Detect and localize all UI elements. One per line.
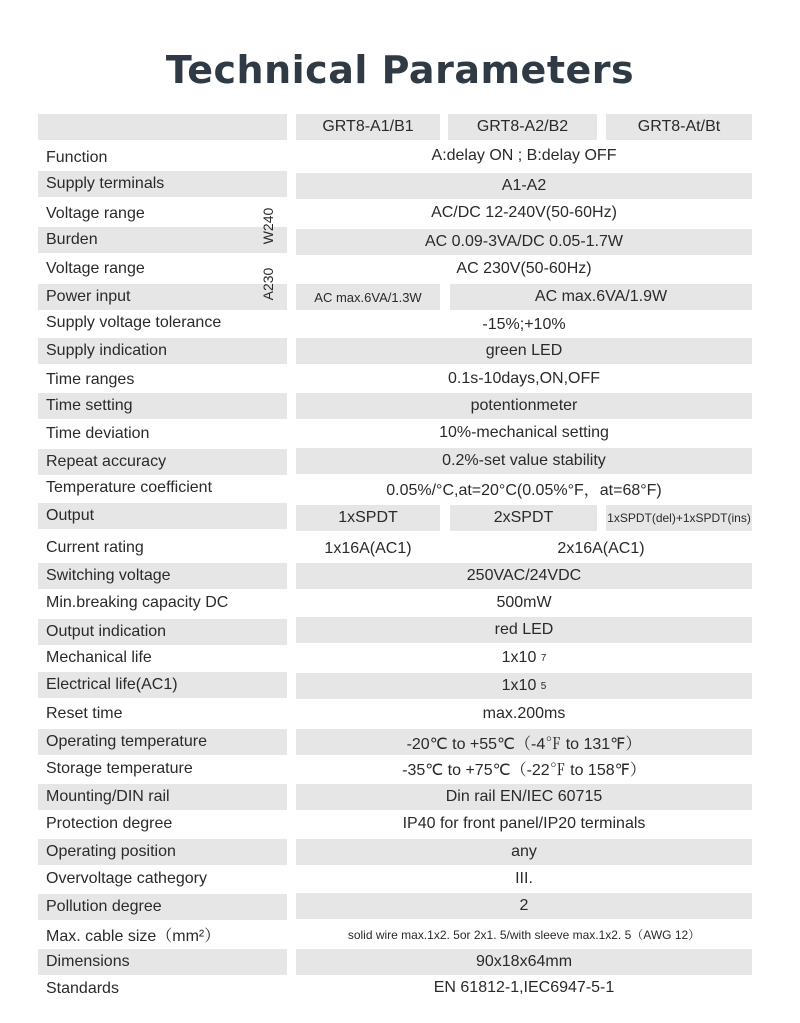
label-temp-coefficient: Temperature coefficient — [46, 479, 213, 496]
side-label-w240: W240 — [260, 207, 276, 245]
value-supply-indication: green LED — [296, 338, 752, 364]
label-operating-position: Operating position — [38, 839, 287, 865]
value-output-a1b1: 1xSPDT — [296, 505, 440, 531]
value-dimensions: 90x18x64mm — [296, 949, 752, 975]
value-current-rating-other: 2x16A(AC1) — [557, 540, 645, 557]
value-min-breaking: 500mW — [496, 594, 552, 611]
value-repeat-accuracy: 0.2%-set value stability — [296, 448, 752, 474]
value-current-rating-a1b1: 1x16A(AC1) — [324, 540, 412, 557]
value-supply-terminals: A1-A2 — [296, 173, 752, 199]
label-operating-temp: Operating temperature — [38, 729, 287, 755]
page-title: Technical Parameters — [165, 48, 635, 92]
value-time-deviation: 10%-mechanical setting — [439, 424, 609, 441]
label-time-ranges: Time ranges — [46, 371, 135, 388]
value-mechanical-life — [296, 645, 752, 671]
label-switching-voltage: Switching voltage — [38, 563, 287, 589]
value-voltage-range-a230: AC 230V(50-60Hz) — [456, 260, 592, 277]
column-header-atbt: GRT8-At/Bt — [606, 114, 752, 140]
value-time-setting: potentionmeter — [296, 393, 752, 419]
value-protection: IP40 for front panel/IP20 terminals — [402, 815, 646, 832]
value-switching-voltage: 250VAC/24VDC — [296, 563, 752, 589]
value-output-atbt: 1xSPDT(del)+1xSPDT(ins) — [606, 505, 752, 531]
header-blank — [38, 114, 287, 140]
value-cable-size: solid wire max.1x2. 5or 2x1. 5/with sleeve max.1x2. 5（AWG 12） — [347, 927, 701, 942]
label-voltage-range-w240: Voltage range — [46, 205, 145, 222]
label-output-indication: Output indication — [38, 619, 287, 645]
column-header-a2b2: GRT8-A2/B2 — [448, 114, 597, 140]
label-power-input: Power input — [38, 284, 287, 310]
label-voltage-range-a230: Voltage range — [46, 260, 145, 277]
value-time-ranges: 0.1s-10days,ON,OFF — [447, 370, 601, 387]
value-voltage-range-w240: AC/DC 12-240V(50-60Hz) — [431, 204, 617, 221]
label-time-deviation: Time deviation — [46, 425, 150, 442]
value-temp-coefficient: 0.05%/°C,at=20°C(0.05%°F，at=68°F) — [386, 481, 662, 499]
label-time-setting: Time setting — [38, 393, 287, 419]
value-power-input-a1b1: AC max.6VA/1.3W — [296, 284, 440, 310]
label-function: Function — [46, 149, 108, 166]
label-cable-size: Max. cable size（mm²） — [46, 927, 221, 945]
value-standards: EN 61812-1,IEC6947-5-1 — [433, 979, 615, 996]
label-repeat-accuracy: Repeat accuracy — [38, 449, 287, 475]
value-supply-tolerance: -15%;+10% — [482, 316, 566, 333]
value-reset-time: max.200ms — [482, 705, 566, 722]
value-operating-temp: -20℃ to +55℃（-4℉ to 131℉） — [296, 729, 752, 755]
value-function: A:delay ON ; B:delay OFF — [431, 147, 617, 164]
label-storage-temp: Storage temperature — [46, 760, 193, 777]
label-protection: Protection degree — [46, 815, 173, 832]
label-supply-terminals: Supply terminals — [38, 171, 287, 197]
value-burden: AC 0.09-3VA/DC 0.05-1.7W — [296, 229, 752, 255]
label-dimensions: Dimensions — [38, 949, 287, 975]
value-mounting: Din rail EN/IEC 60715 — [296, 784, 752, 810]
value-storage-temp: -35℃ to +75℃（-22℉ to 158℉） — [402, 761, 646, 779]
value-electrical-life-base: 1x10 — [501, 677, 537, 694]
value-mechanical-life-exp: 7 — [540, 652, 547, 664]
label-electrical-life: Electrical life(AC1) — [38, 672, 287, 698]
label-supply-tolerance: Supply voltage tolerance — [46, 314, 222, 331]
label-current-rating: Current rating — [46, 539, 144, 556]
column-header-a1b1: GRT8-A1/B1 — [296, 114, 440, 140]
value-operating-position: any — [296, 839, 752, 865]
label-overvoltage: Overvoltage cathegory — [46, 870, 207, 887]
label-standards: Standards — [46, 980, 119, 997]
value-output-a2b2: 2xSPDT — [450, 505, 597, 531]
value-electrical-life-exp: 5 — [540, 680, 547, 692]
label-mechanical-life: Mechanical life — [46, 649, 152, 666]
label-output: Output — [38, 503, 287, 529]
value-overvoltage: III. — [515, 870, 533, 887]
label-pollution: Pollution degree — [38, 894, 287, 920]
side-label-a230: A230 — [260, 267, 276, 301]
label-reset-time: Reset time — [46, 705, 123, 722]
value-electrical-life — [296, 673, 752, 699]
label-supply-indication: Supply indication — [38, 338, 287, 364]
value-pollution: 2 — [296, 893, 752, 919]
label-mounting: Mounting/DIN rail — [38, 784, 287, 810]
label-min-breaking: Min.breaking capacity DC — [46, 594, 229, 611]
value-power-input-other: AC max.6VA/1.9W — [450, 284, 752, 310]
label-burden: Burden — [38, 227, 287, 253]
value-mechanical-life-base: 1x10 — [501, 649, 537, 666]
value-output-indication: red LED — [296, 617, 752, 643]
